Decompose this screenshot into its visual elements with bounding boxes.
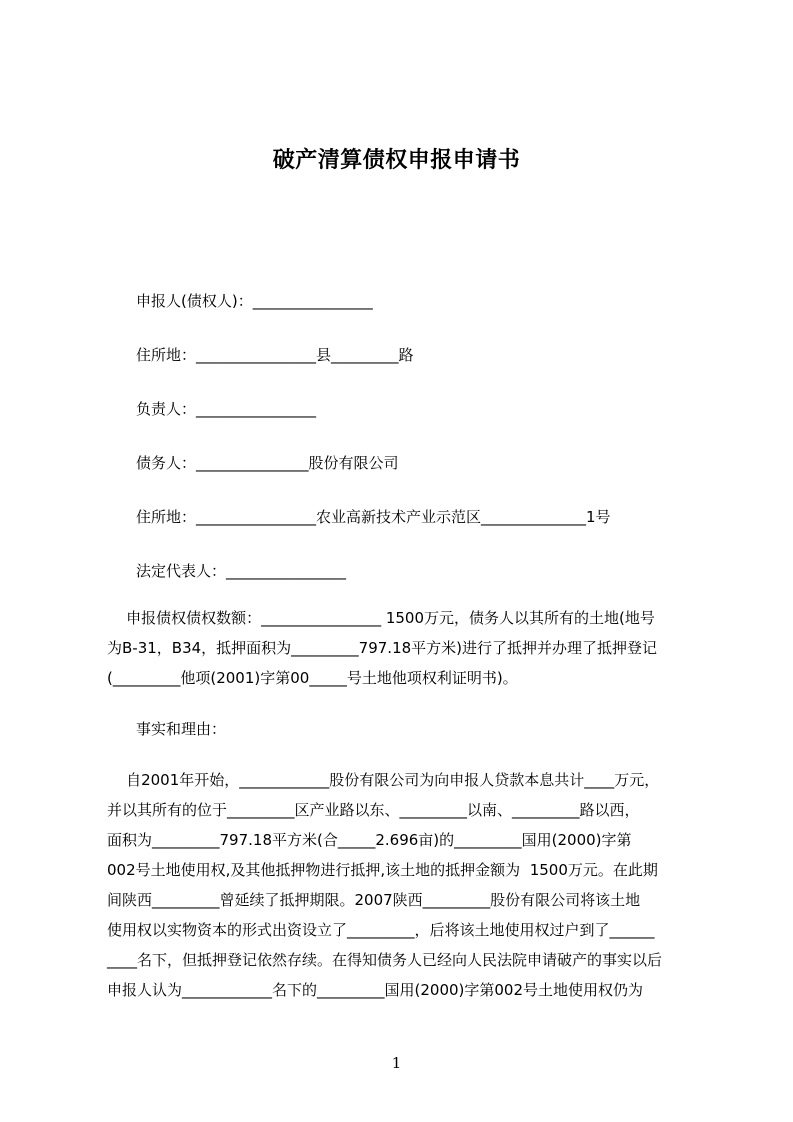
paragraph-line: (_________他项(2001)字第00_____号土地他项权利证明书)。 (107, 669, 518, 687)
paragraph-line: 面积为_________797.18平方米(合_____2.696亩)的_________国用(2000)字第 (107, 831, 632, 849)
paragraph-line: 并以其所有的位于_________区产业路以东、_________以南、_________路以西， (107, 801, 640, 819)
paragraph-line: ____名下，但抵押登记依然存续。在得知债务人已经向人民法院申请破产的事实以后 (107, 951, 663, 969)
legal-representative-line: 法定代表人：________________ (136, 562, 347, 580)
paragraph-line: 自2001年开始，____________股份有限公司为向申报人贷款本息共计____万元， (107, 771, 660, 789)
paragraph-line: 间陕西_________曾延续了抵押期限。2007陕西_________股份有限公司将该土地 (107, 891, 641, 909)
document-title: 破产清算债权申报申请书 (272, 148, 521, 173)
applicant-line: 申报人(债权人)：________________ (136, 292, 373, 310)
paragraph-line: 申报债权债权数额：________________ 1500万元，债务人以其所有的土地(地号 (107, 609, 655, 627)
page-number: 1 (391, 1054, 402, 1072)
facts-paragraph (107, 765, 707, 1005)
responsible-person-line: 负责人：________________ (136, 400, 317, 418)
paragraph-line: 申报人认为____________名下的_________国用(2000)字第002号土地使用权仍为 (107, 981, 644, 999)
claim-amount-paragraph (107, 603, 707, 693)
paragraph-line: 为B-31，B34，抵押面积为_________797.18平方米)进行了抵押并办理了抵押登记 (107, 639, 658, 657)
applicant-address-line: 住所地：________________县_________路 (136, 346, 414, 364)
facts-heading: 事实和理由： (136, 720, 227, 738)
paragraph-line: 002号土地使用权,及其他抵押物进行抵押,该土地的抵押金额为 1500万元。在此期 (107, 861, 658, 879)
paragraph-line: 使用权以实物资本的形式出资设立了_________，后将该土地使用权过户到了______ (107, 921, 655, 939)
debtor-line: 债务人：_______________股份有限公司 (136, 454, 399, 472)
debtor-address-line: 住所地：________________农业高新技术产业示范区______________1号 (136, 508, 611, 526)
